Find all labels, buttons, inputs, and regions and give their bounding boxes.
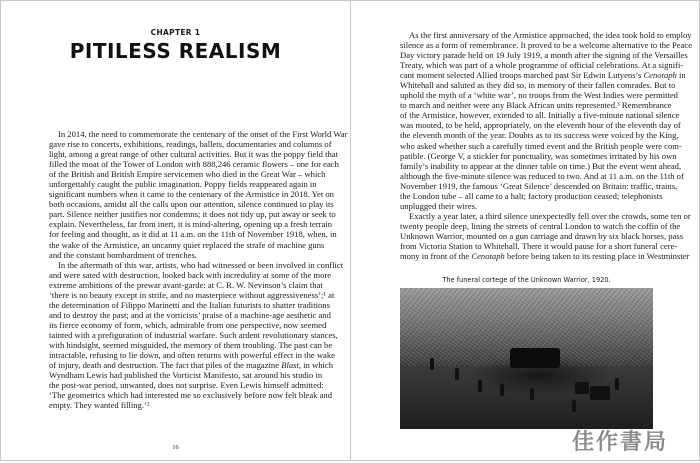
text-line bbox=[400, 190, 663, 201]
text-segment: and the constant bombardment of trenches. bbox=[49, 249, 197, 260]
text-line bbox=[49, 239, 325, 250]
text-segment: before being taken to its resting place in Westminster bbox=[504, 251, 690, 262]
text-line bbox=[400, 201, 653, 211]
text-segment: significant numbers when it came to the centenary of the Armistice in 2018. Yet on bbox=[49, 189, 334, 200]
text-segment: the post-war period, unwanted, does not surprise. Even Lewis himself admitted: bbox=[49, 380, 324, 391]
text-line bbox=[49, 189, 334, 200]
body-text bbox=[49, 129, 348, 411]
text-line bbox=[49, 229, 337, 240]
text-line bbox=[400, 50, 688, 61]
text-segment: light, among a great range of other cultural activities. But it was the poppy field that bbox=[49, 149, 339, 160]
figure bbox=[500, 384, 504, 396]
text-segment: the London tube – all came to a halt; factory production ceased; telephonists bbox=[400, 190, 663, 201]
text-segment: of injury, death and destruction. The fact that piles of the magazine bbox=[49, 360, 282, 371]
text-line bbox=[49, 350, 335, 361]
text-line bbox=[400, 120, 681, 131]
left-page bbox=[0, 0, 351, 461]
text-segment: Wyndham Lewis had published the Vorticist Manifesto, sat around his studio in bbox=[49, 370, 323, 381]
text-segment: gave rise to concerts, exhibitions, readings, ballets, documentaries and columns of bbox=[49, 139, 332, 150]
text-segment: explain. Nevertheless, far from inert, it is mind-altering, opening up a fresh terrain bbox=[49, 219, 333, 230]
text-line bbox=[49, 360, 334, 371]
text-segment: cant moment selected Allied troops marched past Sir Edwin Lutyens’s bbox=[400, 70, 644, 81]
horse bbox=[590, 386, 610, 400]
text-segment: empty. They wanted filling.’² bbox=[49, 400, 150, 411]
text-line bbox=[400, 210, 691, 221]
text-line bbox=[49, 380, 324, 391]
text-segment: tainted with a prefiguration of industrial warfare. Such ardent revolutionary stances, bbox=[49, 329, 338, 340]
page-number: 16 bbox=[172, 444, 179, 451]
text-line bbox=[49, 149, 339, 160]
text-line bbox=[49, 219, 333, 230]
text-segment: patible. (George V, a stickler for punctuality, was sometimes irritated by his own bbox=[400, 150, 677, 161]
text-line bbox=[49, 329, 338, 340]
text-line bbox=[49, 209, 336, 220]
text-segment: ‘there is no beauty except in strife, and no masterpiece without aggressiveness’;¹ at bbox=[49, 289, 335, 300]
figure bbox=[455, 368, 459, 380]
text-segment: who asked whether such a carefully timed event and the British people were com- bbox=[400, 140, 682, 151]
right-page bbox=[350, 0, 700, 461]
text-segment: filled the moat of the Tower of London with 888,246 ceramic flowers – one for each bbox=[49, 159, 339, 170]
text-line bbox=[49, 199, 334, 210]
text-segment: Treaty, which was part of a whole programme of official celebrations. At a signifi- bbox=[400, 60, 684, 71]
text-line bbox=[400, 130, 679, 141]
text-line bbox=[400, 40, 693, 51]
text-line bbox=[400, 230, 684, 241]
watermark-logo: 佳作書局 bbox=[572, 430, 669, 455]
text-line bbox=[49, 390, 333, 401]
figure-caption: The funeral cortege of the Unknown Warrior, 1920. bbox=[442, 276, 611, 284]
text-segment: ‘The geometrics which had interested me so exclusively before now felt bleak and bbox=[49, 390, 333, 401]
chapter-label: CHAPTER 1 bbox=[150, 28, 201, 37]
text-segment: family’s inability to appear at the dinner table on time.) But the event went ahead, bbox=[400, 160, 682, 171]
text-segment: silence as a form of remembrance. It proved to be a welcome alternative to the Peace bbox=[400, 40, 693, 51]
text-segment: mony in front of the bbox=[400, 251, 472, 262]
text-segment: unforgettably caught the public imagination. Poppy fields reappeared again in bbox=[49, 179, 317, 190]
text-segment: extreme ambitions of the prewar avant-garde: at C. R. W. Nevinson’s claim that bbox=[49, 279, 323, 290]
text-segment: the determination of Filippo Marinetti and the Italian futurists to shatter traditions bbox=[49, 299, 330, 310]
text-segment: Blast bbox=[281, 360, 299, 371]
figure bbox=[530, 388, 534, 400]
text-line bbox=[400, 251, 690, 262]
text-segment: uphold the myth of a ‘white war’, no troops from the West Indies were permitted bbox=[400, 90, 678, 101]
text-segment: Day victory parade held on 19 July 1919, a month after the signing of the Versailles bbox=[400, 50, 688, 61]
text-line bbox=[49, 169, 326, 180]
text-line bbox=[400, 60, 684, 71]
text-segment: unplugged their wires. bbox=[400, 200, 478, 211]
text-line bbox=[49, 299, 330, 310]
figure bbox=[430, 358, 434, 370]
text-line bbox=[400, 240, 678, 251]
funeral-cortege-photo bbox=[400, 288, 653, 429]
body-text bbox=[400, 30, 693, 262]
text-segment: Whitehall and saluted as they did so, in memory of their fallen comrades. But to bbox=[400, 80, 676, 91]
text-segment: for feeling and thought, as it did at 11 a.m. on the 11th of November 1918, when, in bbox=[49, 229, 337, 240]
text-segment: Unknown Warrior, mounted on a gun carriage and drawn by six black horses, pass bbox=[400, 230, 684, 241]
text-line bbox=[49, 139, 332, 150]
text-segment: part. Silence neither justifies nor condemns; it does not tidy up, put away or seek to bbox=[49, 209, 336, 220]
text-segment: to march and neither were any Black African units represented.³ Remembrance bbox=[400, 100, 672, 111]
text-segment: its fierce economy of form, which, admirable from one perspective, now seemed bbox=[49, 319, 327, 330]
text-segment: , in which bbox=[298, 360, 334, 371]
text-line bbox=[49, 259, 344, 270]
text-segment: the wake of the Armistice, an uncanny quiet replaced the strafe of machine guns bbox=[49, 239, 325, 250]
text-line bbox=[49, 129, 348, 139]
text-line bbox=[49, 339, 333, 350]
figure bbox=[572, 400, 576, 412]
text-line bbox=[400, 180, 678, 191]
text-segment: with hindsight, seemed misguided, the memory of them troubling. The past can be bbox=[49, 339, 333, 350]
text-line bbox=[49, 159, 339, 170]
text-segment: intractable, refusing to lie down, and often returns with powerful effect in the wake bbox=[49, 350, 335, 361]
text-line bbox=[49, 289, 335, 300]
text-line bbox=[49, 370, 323, 381]
figure bbox=[478, 380, 482, 392]
text-line bbox=[400, 30, 692, 40]
text-segment: As the first anniversary of the Armistice approached, the idea took hold to employ bbox=[409, 30, 692, 40]
text-segment: In 2014, the need to commemorate the centenary of the onset of the First World War bbox=[58, 129, 348, 139]
chapter-title: PITILESS REALISM bbox=[69, 39, 282, 63]
figure bbox=[615, 378, 619, 390]
text-segment: and were sated with destruction, looked back with incredulity at some of the more bbox=[49, 269, 332, 280]
text-line bbox=[400, 70, 686, 81]
horse bbox=[575, 382, 589, 394]
text-segment: although the five-minute silence was reduced to two. And at 11 a.m. on the 11th of bbox=[400, 170, 684, 181]
text-line bbox=[49, 400, 303, 410]
text-segment: was mooted, to be held, appropriately, on the eleventh hour of the eleventh day of bbox=[400, 120, 681, 131]
text-line bbox=[400, 90, 678, 101]
text-segment: In the aftermath of this war, artists, who had witnessed or been involved in conflict bbox=[58, 259, 344, 270]
text-segment: November 1919, the famous ‘Great Silence’ descended on Britain: traffic, trains, bbox=[400, 180, 678, 191]
text-line bbox=[400, 220, 681, 231]
text-line bbox=[49, 269, 332, 280]
text-segment: Cenotaph bbox=[643, 70, 677, 81]
text-segment: Exactly a year later, a third silence unexpectedly fell over the crowds, some ten or bbox=[409, 210, 691, 221]
text-line bbox=[400, 170, 684, 181]
text-line bbox=[49, 250, 303, 260]
text-line bbox=[400, 140, 682, 151]
text-segment: Cenotaph bbox=[471, 251, 505, 262]
text-segment: both occasions, amidst all the calls upon our attention, silence continued to play its bbox=[49, 199, 334, 210]
text-line bbox=[400, 80, 676, 91]
text-segment: of the British and British Empire servicemen who died in the Great War – which bbox=[49, 169, 326, 180]
text-line bbox=[400, 150, 677, 161]
text-line bbox=[49, 179, 317, 190]
text-segment: of the Armistice, however, extended to all. Initially a five-minute national silence bbox=[400, 110, 680, 121]
gun-carriage bbox=[510, 348, 560, 368]
text-segment: in bbox=[676, 70, 686, 81]
text-segment: and to destroy the past; and at the vorticists’ praise of a machine-age aesthetic and bbox=[49, 309, 331, 320]
text-line bbox=[49, 309, 331, 320]
text-line bbox=[49, 319, 327, 330]
text-segment: the eleventh month of the year. Doubts as to its success were voiced by the King, bbox=[400, 130, 679, 141]
text-line bbox=[49, 279, 323, 290]
text-line bbox=[400, 100, 672, 111]
text-segment: from Victoria Station to Whitehall. There it would pause for a short funeral cere- bbox=[400, 240, 678, 251]
text-line bbox=[400, 160, 682, 171]
text-segment: twenty people deep, lining the streets of central London to watch the coffin of the bbox=[400, 220, 681, 231]
text-line bbox=[400, 110, 680, 121]
